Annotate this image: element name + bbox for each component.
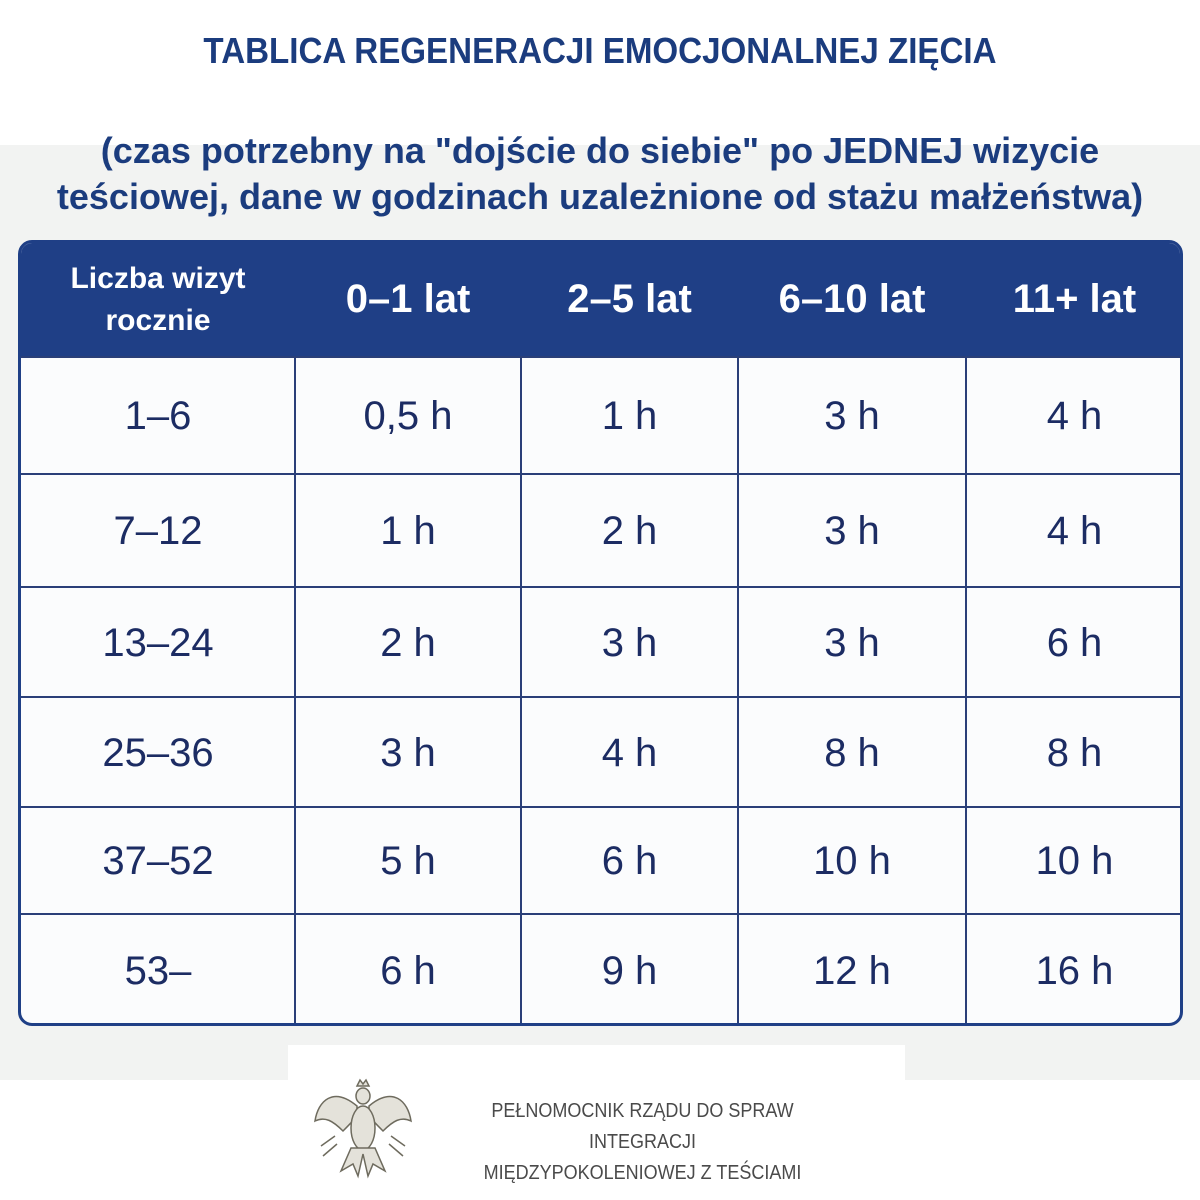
table-row bbox=[21, 913, 1180, 1026]
table-cell: 4 h bbox=[1046, 394, 1103, 438]
table-cell: 6 h bbox=[1046, 620, 1103, 665]
row-header-line-2: rocznie bbox=[105, 303, 211, 337]
subtitle-line-2: teściowej, dane w godzinach uzależnione od stażu małżeństwa) bbox=[56, 176, 1144, 217]
table-row bbox=[21, 473, 1180, 588]
table-cell: 10 h bbox=[1035, 839, 1114, 883]
column-header: 11+ lat bbox=[1012, 277, 1137, 321]
row-label: 7–12 bbox=[113, 509, 203, 553]
table-cell: 0,5 h bbox=[363, 394, 453, 438]
table-cell: 3 h bbox=[824, 620, 880, 665]
table-cell: 12 h bbox=[813, 949, 891, 993]
table-cell: 1 h bbox=[380, 509, 436, 553]
subtitle-line-1: (czas potrzebny na "dojście do siebie" po JEDNEJ wizycie bbox=[100, 130, 1100, 171]
table-cell: 6 h bbox=[601, 839, 658, 883]
column-divider bbox=[965, 356, 967, 1023]
table-cell: 4 h bbox=[1046, 509, 1103, 553]
column-divider bbox=[520, 356, 522, 1023]
table-cell: 2 h bbox=[380, 620, 436, 665]
table-cell: 2 h bbox=[601, 509, 658, 553]
table-cell: 3 h bbox=[824, 509, 880, 553]
table-cell: 3 h bbox=[824, 394, 880, 438]
table-cell: 16 h bbox=[1035, 949, 1114, 993]
column-header: 6–10 lat bbox=[778, 277, 926, 321]
table-row bbox=[21, 806, 1180, 915]
column-divider bbox=[294, 356, 296, 1023]
page-title: TABLICA REGENERACJI EMOCJONALNEJ ZIĘCIA bbox=[203, 30, 997, 71]
page-subtitle bbox=[0, 128, 1200, 220]
table-cell: 5 h bbox=[380, 839, 436, 883]
row-label: 37–52 bbox=[102, 839, 214, 883]
institution-name bbox=[440, 1096, 845, 1189]
table-cell: 4 h bbox=[601, 730, 658, 775]
row-label: 13–24 bbox=[102, 620, 214, 665]
institution-line-2: MIĘDZYPOKOLENIOWEJ Z TEŚCIAMI bbox=[483, 1162, 802, 1184]
table-header bbox=[21, 243, 1180, 356]
column-header: 2–5 lat bbox=[567, 277, 692, 321]
table-cell: 10 h bbox=[813, 839, 891, 883]
recovery-table bbox=[18, 240, 1183, 1026]
table-cell: 1 h bbox=[601, 394, 658, 438]
table-cell: 9 h bbox=[601, 949, 658, 993]
institution-line-1: PEŁNOMOCNIK RZĄDU DO SPRAW INTEGRACJI bbox=[491, 1100, 794, 1153]
row-label: 25–36 bbox=[102, 730, 214, 775]
table-cell: 3 h bbox=[380, 730, 436, 775]
table-cell: 3 h bbox=[601, 620, 658, 665]
row-header-line-1: Liczba wizyt bbox=[70, 261, 246, 295]
table-cell: 8 h bbox=[824, 730, 880, 775]
column-header: 0–1 lat bbox=[345, 277, 471, 321]
table-row bbox=[21, 356, 1180, 475]
table-cell: 8 h bbox=[1046, 730, 1103, 775]
table-cell: 6 h bbox=[380, 949, 436, 993]
row-header-label bbox=[21, 243, 295, 356]
row-label: 53– bbox=[124, 949, 192, 993]
polish-eagle-emblem-icon bbox=[312, 1076, 414, 1186]
column-divider bbox=[737, 356, 739, 1023]
table-row bbox=[21, 586, 1180, 698]
row-label: 1–6 bbox=[124, 394, 192, 438]
table-row bbox=[21, 696, 1180, 808]
